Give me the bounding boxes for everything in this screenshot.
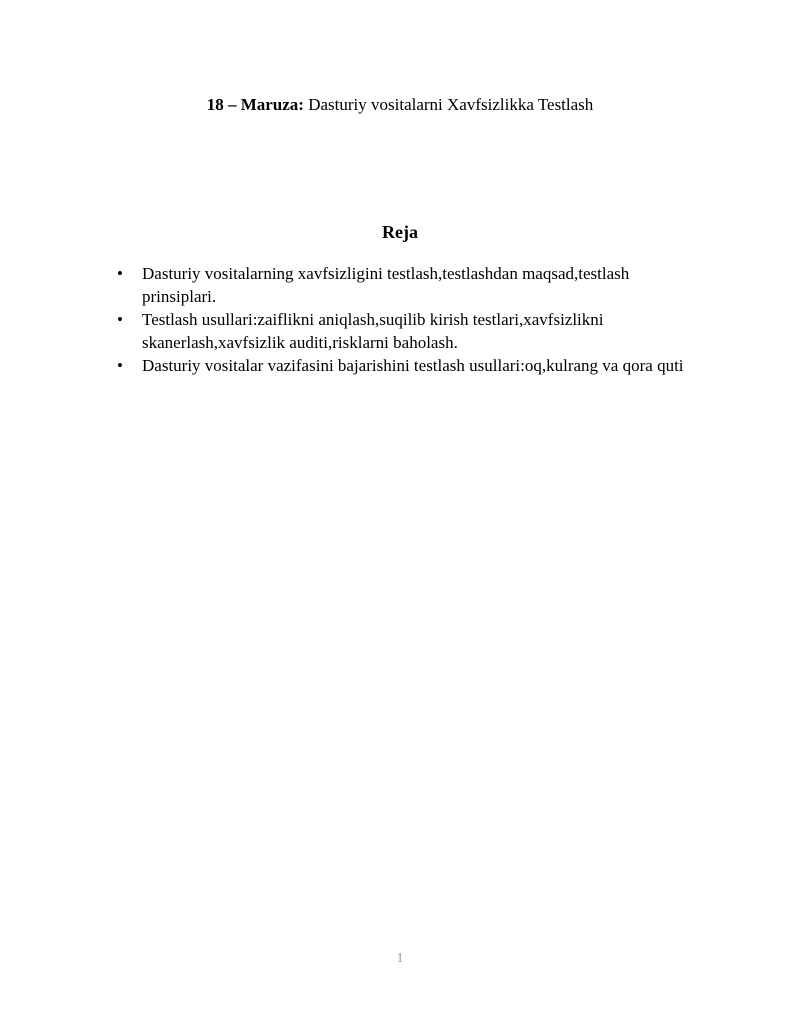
lecture-topic: Dasturiy vositalarni Xavfsizlikka Testlash (308, 95, 594, 114)
plan-item-text: Dasturiy vositalarning xavfsizligini testlash,testlashdan maqsad,testlash prinsiplari. (142, 264, 630, 306)
plan-item-text: Testlash usullari:zaiflikni aniqlash,suqilib kirish testlari,xavfsizlikni skanerlash,xavfsizlik auditi,risklarni baholash. (142, 310, 604, 352)
bullet-icon: • (117, 310, 123, 329)
plan-list (112, 262, 702, 377)
lecture-number: 18 – Maruza: (206, 95, 304, 114)
bullet-icon: • (117, 356, 123, 375)
page-number: 1 (396, 951, 404, 966)
bullet-icon: • (117, 264, 123, 283)
plan-item-text: Dasturiy vositalar vazifasini bajarishini testlash usullari:oq,kulrang va qora quti (142, 356, 684, 375)
plan-item (112, 308, 702, 354)
plan-heading: Reja (382, 222, 418, 242)
plan-item (112, 354, 702, 377)
plan-item (112, 262, 702, 308)
lecture-title (0, 93, 800, 117)
